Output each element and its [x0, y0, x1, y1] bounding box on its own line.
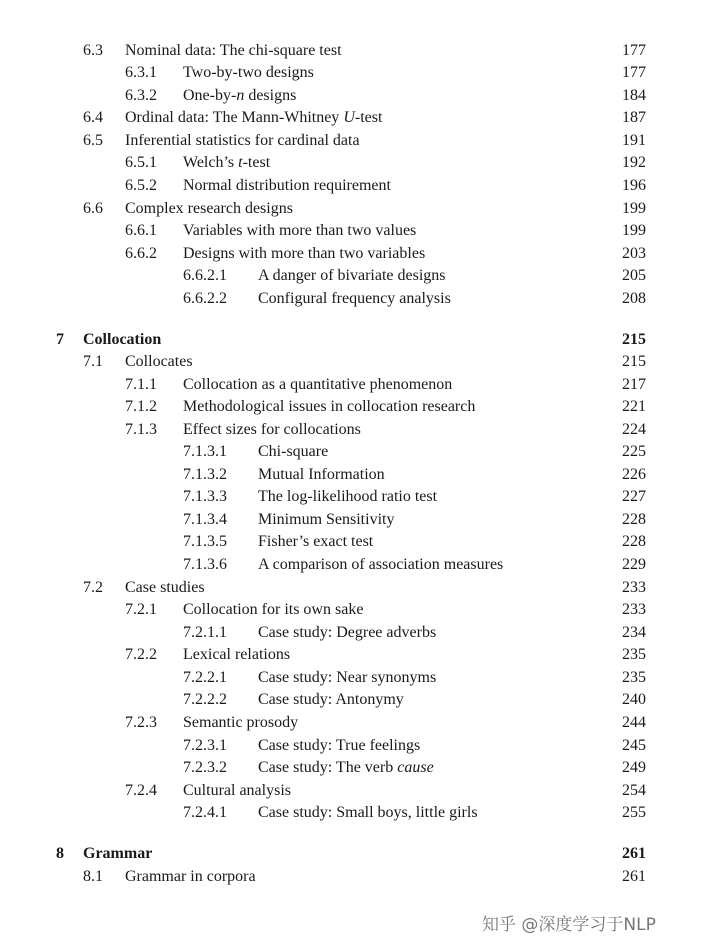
toc-entry-title-part: Collocation — [83, 331, 162, 348]
toc-entry[interactable] — [0, 85, 719, 107]
toc-dot-leader — [308, 712, 606, 734]
toc-entry-title — [183, 712, 298, 734]
toc-entry-title — [258, 486, 437, 508]
toc-entry-number: 6.6 — [83, 200, 103, 217]
toc-entry-page-number: 233 — [622, 601, 646, 618]
toc-entry-title-part: Mutual Information — [258, 466, 385, 483]
toc-entry[interactable] — [0, 130, 719, 152]
toc-dot-leader — [375, 419, 606, 441]
toc-entry-number: 7 — [56, 331, 64, 348]
toc-entry-page-number: 235 — [622, 646, 646, 663]
toc-entry-page-number: 177 — [622, 42, 646, 59]
toc-entry-title — [125, 198, 293, 220]
toc-dot-leader — [442, 243, 606, 265]
toc-entry-page-number: 255 — [622, 804, 646, 821]
toc-entry-title — [258, 531, 373, 553]
toc-dot-leader — [362, 40, 606, 62]
toc-entry-page-number: 261 — [622, 845, 646, 862]
toc-dot-leader — [456, 622, 606, 644]
toc-dot-leader — [308, 85, 606, 107]
toc-entry-title-part: Case study: The verb — [258, 759, 398, 776]
toc-dot-leader — [281, 152, 606, 174]
toc-entry-title-part: Fisher’s exact test — [258, 533, 374, 550]
toc-entry[interactable] — [0, 554, 719, 576]
toc-entry[interactable] — [0, 243, 719, 265]
toc-entry-page-number: 221 — [622, 398, 646, 415]
toc-entry-page-number: 184 — [622, 87, 646, 104]
toc-entry-title-part: Effect sizes for collocations — [183, 421, 361, 438]
toc-entry[interactable] — [0, 220, 719, 242]
toc-dot-leader — [456, 486, 606, 508]
toc-entry-title-part: cause — [397, 759, 434, 776]
toc-entry-number: 6.4 — [83, 109, 103, 126]
toc-entry-title — [183, 85, 296, 107]
toc-entry-title — [183, 62, 314, 84]
toc-entry-page-number: 177 — [622, 64, 646, 81]
toc-entry[interactable] — [0, 735, 719, 757]
toc-entry-title — [258, 622, 436, 644]
toc-entry-number: 7.1.3.4 — [183, 511, 227, 528]
toc-entry-title-part: Case study: Near synonyms — [258, 669, 437, 686]
toc-entry-title-part: Variables with more than two values — [183, 222, 417, 239]
toc-entry-number: 7.2.2.1 — [183, 669, 227, 686]
toc-entry-title — [183, 396, 475, 418]
toc-entry-number: 8 — [56, 845, 64, 862]
toc-entry-number: 7.1.2 — [125, 398, 157, 415]
toc-dot-leader — [375, 599, 606, 621]
toc-entry[interactable] — [0, 644, 719, 666]
toc-entry-title — [258, 689, 404, 711]
toc-dot-leader — [268, 866, 606, 888]
toc-entry-title-part: -test — [354, 109, 383, 126]
toc-dot-leader — [335, 62, 606, 84]
toc-entry-title-part: Inferential statistics for cardinal data — [125, 132, 360, 149]
toc-entry-number: 7.2 — [83, 579, 103, 596]
toc-entry-number: 7.2.3.1 — [183, 737, 227, 754]
toc-entry-number: 8.1 — [83, 868, 103, 885]
toc-entry-page-number: 203 — [622, 245, 646, 262]
toc-entry-number: 7.1.3 — [125, 421, 157, 438]
toc-dot-leader — [456, 265, 606, 287]
toc-entry-title — [125, 577, 205, 599]
toc-entry[interactable] — [0, 486, 719, 508]
toc-entry-title-part: A danger of bivariate designs — [258, 267, 446, 284]
toc-dot-leader — [308, 198, 606, 220]
toc-entry-title — [183, 644, 290, 666]
toc-entry[interactable] — [0, 374, 719, 396]
toc-entry[interactable] — [0, 464, 719, 486]
toc-entry-title — [125, 40, 342, 62]
toc-entry-number: 7.1.1 — [125, 376, 157, 393]
toc-entry-number: 7.2.2 — [125, 646, 157, 663]
toc-entry-number: 7.1.3.1 — [183, 443, 227, 460]
toc-entry-title — [258, 802, 478, 824]
toc-entry-title-part: designs — [244, 87, 297, 104]
toc-entry[interactable] — [0, 62, 719, 84]
toc-entry[interactable] — [0, 40, 719, 62]
toc-entry-title-part: One-by- — [183, 87, 237, 104]
toc-entry-page-number: 224 — [622, 421, 646, 438]
toc-entry-title-part: Case study: Antonymy — [258, 691, 404, 708]
toc-entry-title-part: Minimum Sensitivity — [258, 511, 395, 528]
toc-entry-title-part: Designs with more than two variables — [183, 245, 426, 262]
toc-entry[interactable] — [0, 198, 719, 220]
toc-entry-page-number: 261 — [622, 868, 646, 885]
toc-entry-title — [183, 152, 270, 174]
toc-entry-number: 7.2.4 — [125, 782, 157, 799]
toc-chapter-entry[interactable] — [0, 843, 719, 865]
toc-dot-leader — [389, 531, 606, 553]
toc-entry-title — [125, 351, 193, 373]
toc-entry-title — [183, 374, 452, 396]
toc-entry-title — [83, 329, 161, 351]
toc-entry-number: 6.3.2 — [125, 87, 157, 104]
toc-dot-leader — [429, 220, 606, 242]
toc-entry-page-number: 205 — [622, 267, 646, 284]
toc-entry-title-part: Chi-square — [258, 443, 329, 460]
toc-entry-page-number: 215 — [622, 331, 646, 348]
toc-dot-leader — [228, 577, 606, 599]
toc-entry-number: 7.1.3.2 — [183, 466, 227, 483]
toc-entry-number: 7.1 — [83, 353, 103, 370]
toc-entry-page-number: 191 — [622, 132, 646, 149]
toc-entry-title-part: Two-by-two designs — [183, 64, 314, 81]
toc-entry-title — [258, 667, 436, 689]
toc-entry-title-part: Semantic prosody — [183, 714, 299, 731]
toc-entry-number: 6.6.1 — [125, 222, 157, 239]
toc-entry-number: 6.5.2 — [125, 177, 157, 194]
toc-entry-title-part: Case study: Degree adverbs — [258, 624, 437, 641]
toc-entry-title — [183, 243, 425, 265]
toc-entry-page-number: 234 — [622, 624, 646, 641]
toc-entry-number: 7.2.3 — [125, 714, 157, 731]
toc-entry-page-number: 187 — [622, 109, 646, 126]
toc-entry[interactable] — [0, 265, 719, 287]
toc-entry[interactable] — [0, 441, 719, 463]
toc-entry-title — [183, 599, 363, 621]
toc-entry-title-part: Methodological issues in collocation research — [183, 398, 476, 415]
toc-entry-title-part: Case study: Small boys, little girls — [258, 804, 478, 821]
toc-entry-title — [258, 441, 328, 463]
toc-entry[interactable] — [0, 622, 719, 644]
toc-entry-page-number: 208 — [622, 290, 646, 307]
toc-entry-page-number: 199 — [622, 200, 646, 217]
toc-dot-leader — [456, 667, 606, 689]
toc-entry[interactable] — [0, 107, 719, 129]
toc-entry-number: 6.5 — [83, 132, 103, 149]
toc-entry-page-number: 244 — [622, 714, 646, 731]
toc-entry-title — [183, 780, 291, 802]
toc-entry-page-number: 225 — [622, 443, 646, 460]
toc-entry[interactable] — [0, 866, 719, 888]
toc-entry-page-number: 254 — [622, 782, 646, 799]
toc-entry[interactable] — [0, 509, 719, 531]
toc-entry-number: 7.1.3.6 — [183, 556, 227, 573]
toc-entry-title-part: Collocates — [125, 353, 193, 370]
toc-entry-number: 6.6.2.2 — [183, 290, 227, 307]
toc-entry-title — [183, 175, 391, 197]
toc-entry[interactable] — [0, 689, 719, 711]
toc-entry-title — [83, 843, 152, 865]
toc-entry-number: 6.5.1 — [125, 154, 157, 171]
toc-dot-leader — [308, 780, 606, 802]
toc-dot-leader — [523, 554, 606, 576]
toc-entry-title-part: A comparison of association measures — [258, 556, 504, 573]
toc-entry-title — [258, 509, 394, 531]
toc-entry-title — [258, 735, 420, 757]
toc-entry-page-number: 192 — [622, 154, 646, 171]
toc-entry-number: 7.2.3.2 — [183, 759, 227, 776]
toc-dot-leader — [375, 130, 606, 152]
toc-entry-page-number: 245 — [622, 737, 646, 754]
toc-entry-title-part: Configural frequency analysis — [258, 290, 451, 307]
toc-entry-title-part: n — [236, 87, 245, 104]
zhihu-watermark: 知乎 @深度学习于NLP — [482, 915, 656, 935]
toc-entry-number: 7.1.3.5 — [183, 533, 227, 550]
toc-entry-title-part: Case studies — [125, 579, 205, 596]
toc-entry-page-number: 226 — [622, 466, 646, 483]
toc-entry-number: 6.6.2 — [125, 245, 157, 262]
toc-entry-title-part: Case study: True feelings — [258, 737, 421, 754]
toc-entry[interactable] — [0, 757, 719, 779]
toc-entry-title — [258, 554, 503, 576]
toc-entry-number: 7.2.2.2 — [183, 691, 227, 708]
toc-dot-leader — [415, 509, 606, 531]
toc-entry-page-number: 215 — [622, 353, 646, 370]
toc-entry[interactable] — [0, 175, 719, 197]
toc-entry-title-part: -test — [242, 154, 271, 171]
toc-entry-number: 6.6.2.1 — [183, 267, 227, 284]
toc-dot-leader — [348, 441, 606, 463]
toc-entry-title — [258, 265, 446, 287]
toc-dot-leader — [496, 802, 606, 824]
toc-entry-page-number: 240 — [622, 691, 646, 708]
toc-entry-page-number: 196 — [622, 177, 646, 194]
toc-entry-title-part: Lexical relations — [183, 646, 291, 663]
toc-dot-leader — [496, 396, 606, 418]
toc-entry[interactable] — [0, 396, 719, 418]
toc-entry-title-part: Cultural analysis — [183, 782, 291, 799]
toc-entry-page-number: 235 — [622, 669, 646, 686]
toc-entry[interactable] — [0, 577, 719, 599]
toc-entry-title — [183, 419, 361, 441]
toc-entry-title-part: Ordinal data: The Mann-Whitney — [125, 109, 344, 126]
toc-entry[interactable] — [0, 780, 719, 802]
toc-dot-leader — [442, 735, 606, 757]
toc-entry-title — [125, 130, 360, 152]
toc-entry-number: 7.2.4.1 — [183, 804, 227, 821]
toc-entry-page-number: 228 — [622, 533, 646, 550]
toc-entry-number: 7.1.3.3 — [183, 488, 227, 505]
toc-entry-number: 7.2.1.1 — [183, 624, 227, 641]
toc-entry-page-number: 227 — [622, 488, 646, 505]
toc-entry-title — [183, 220, 416, 242]
toc-entry-page-number: 249 — [622, 759, 646, 776]
toc-entry-title — [125, 107, 382, 129]
toc-dot-leader — [469, 288, 606, 310]
toc-dot-leader — [415, 689, 606, 711]
toc-entry[interactable] — [0, 531, 719, 553]
toc-entry-number: 7.2.1 — [125, 601, 157, 618]
toc-entry[interactable] — [0, 152, 719, 174]
toc-entry-title-part: t — [238, 154, 243, 171]
toc-entry-number: 6.3 — [83, 42, 103, 59]
toc-entry-title-part: The log-likelihood ratio test — [258, 488, 438, 505]
toc-entry-page-number: 233 — [622, 579, 646, 596]
toc-entry-title-part: Collocation for its own sake — [183, 601, 364, 618]
toc-entry-title-part: Welch’s — [183, 154, 239, 171]
toc-entry-title — [258, 757, 434, 779]
toc-entry-title-part: Normal distribution requirement — [183, 177, 391, 194]
toc-entry-title — [258, 288, 451, 310]
toc-dot-leader — [469, 374, 606, 396]
toc-dot-leader — [456, 757, 606, 779]
toc-dot-leader — [402, 175, 606, 197]
toc-dot-leader — [402, 107, 606, 129]
toc-dot-leader — [308, 644, 606, 666]
toc-chapter-entry[interactable] — [0, 329, 719, 351]
toc-entry[interactable] — [0, 599, 719, 621]
toc-dot-leader — [402, 464, 606, 486]
toc-entry[interactable] — [0, 351, 719, 373]
toc-entry-title-part: U — [343, 109, 355, 126]
toc-entry-title-part: Nominal data: The chi-square test — [125, 42, 342, 59]
toc-entry-number: 6.3.1 — [125, 64, 157, 81]
toc-entry-page-number: 217 — [622, 376, 646, 393]
toc-entry-page-number: 199 — [622, 222, 646, 239]
toc-entry-title-part: Grammar — [83, 845, 153, 862]
toc-entry[interactable] — [0, 802, 719, 824]
toc-entry-title — [125, 866, 256, 888]
toc-entry-title-part: Complex research designs — [125, 200, 293, 217]
toc-entry-title-part: Collocation as a quantitative phenomenon — [183, 376, 453, 393]
toc-entry-title-part: Grammar in corpora — [125, 868, 256, 885]
toc-entry[interactable] — [0, 667, 719, 689]
toc-entry-page-number: 229 — [622, 556, 646, 573]
toc-entry[interactable] — [0, 419, 719, 441]
toc-dot-leader — [214, 351, 606, 373]
toc-entry[interactable] — [0, 288, 719, 310]
toc-entry-page-number: 228 — [622, 511, 646, 528]
toc-entry[interactable] — [0, 712, 719, 734]
toc-entry-title — [258, 464, 385, 486]
